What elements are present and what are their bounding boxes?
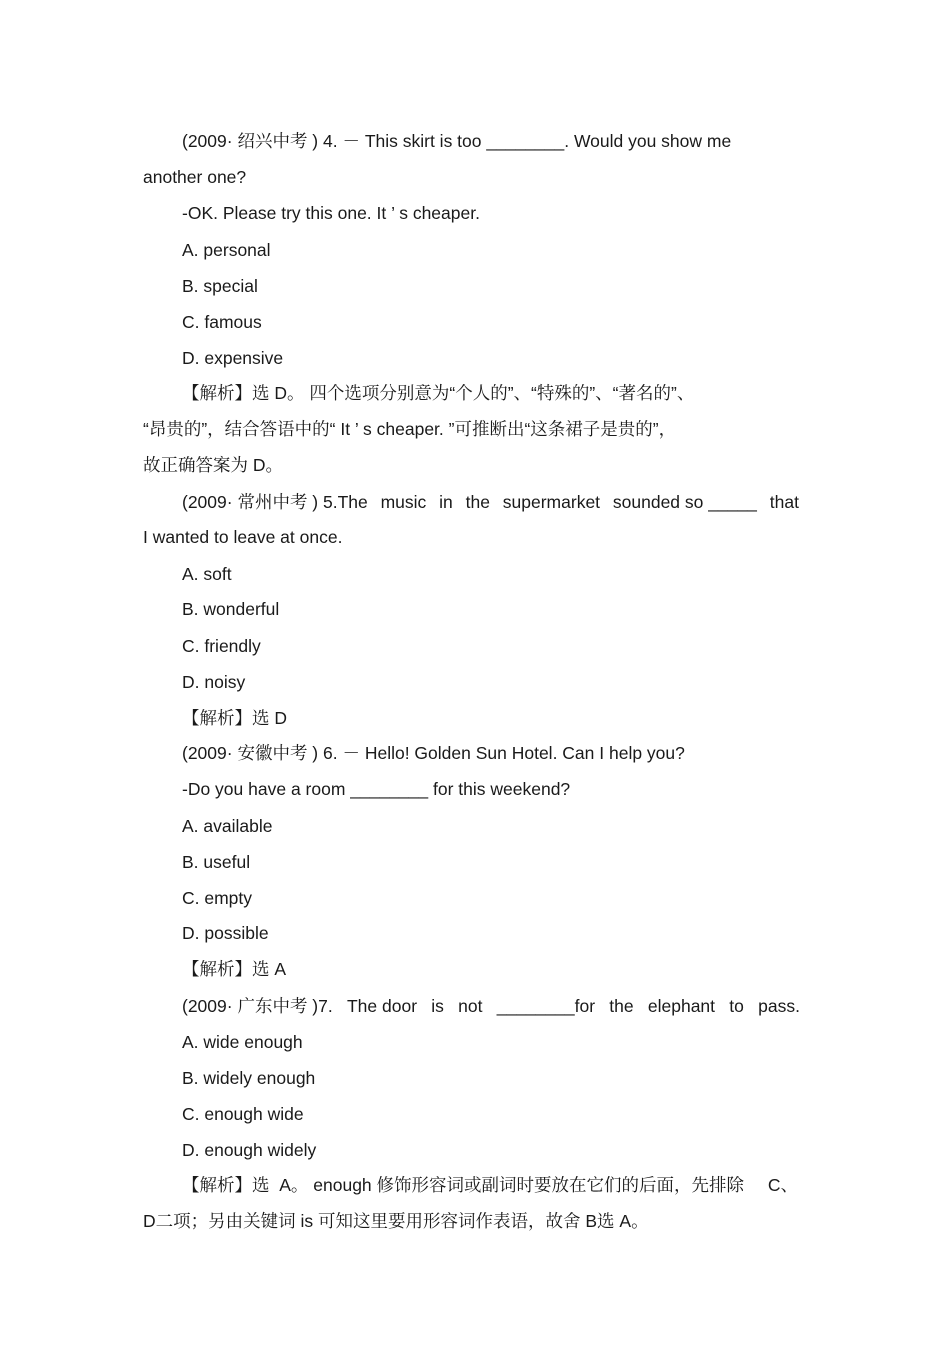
question-7-analysis-line-2: D二项；另由关键词 is 可知这里要用形容词作表语，故舍 B选 A。 [143, 1211, 649, 1231]
question-5-header-part: sounded so _____ [612, 492, 757, 512]
question-4-option-c: C. famous [182, 312, 262, 332]
question-4-header-cont: another one? [143, 167, 247, 187]
question-5-header-cont: I wanted to leave at once. [143, 527, 343, 547]
question-6-option-b: B. useful [182, 852, 251, 872]
question-7-header-part: (2009· 广东中考 )7. [182, 996, 333, 1016]
question-4-dialog: -OK. Please try this one. It ’ s cheaper. [182, 203, 480, 223]
question-6-option-c: C. empty [182, 888, 253, 908]
question-7-analysis-part: 【解析】选 A。 enough 修饰形容词或副词时要放在它们的后面，先排除 [182, 1175, 745, 1195]
question-7-header [182, 995, 800, 1017]
question-5-header-part: in [439, 492, 453, 512]
question-7-header-part: the [609, 996, 634, 1016]
question-7-option-d: D. enough widely [182, 1140, 317, 1160]
question-5-analysis: 【解析】选 D [182, 708, 287, 728]
question-4-header: (2009· 绍兴中考 ) 4. － This skirt is too ________. Would you show me [182, 131, 732, 151]
question-5-option-d: D. noisy [182, 672, 246, 692]
question-5-option-b: B. wonderful [182, 599, 280, 619]
question-6-header: (2009· 安徽中考 ) 6. － Hello! Golden Sun Hotel. Can I help you? [182, 743, 685, 763]
question-5-header-part: the [465, 492, 490, 512]
question-5-header-part: supermarket [502, 492, 601, 512]
question-4-option-a: A. personal [182, 240, 271, 260]
question-7-header-part: is [431, 996, 444, 1016]
question-7-analysis-line-1 [182, 1174, 798, 1196]
question-7-header-part: pass. [758, 996, 800, 1016]
question-4-analysis-line-1: 【解析】选 D。 四个选项分别意为“个人的”、“特殊的”、“著名的”、 [182, 383, 695, 403]
question-5-option-c: C. friendly [182, 636, 261, 656]
question-5-header-part: that [769, 492, 799, 512]
question-5-option-a: A. soft [182, 564, 232, 584]
question-4-analysis-line-3: 故正确答案为 D。 [143, 455, 283, 475]
question-5-header-part: (2009· 常州中考 ) 5.The [182, 492, 368, 512]
question-6-option-d: D. possible [182, 923, 269, 943]
question-7-header-part: ________for [496, 996, 596, 1016]
question-4-option-b: B. special [182, 276, 258, 296]
question-7-analysis-part: C、 [767, 1175, 798, 1195]
question-7-option-b: B. widely enough [182, 1068, 316, 1088]
question-7-option-c: C. enough wide [182, 1104, 304, 1124]
question-4-option-d: D. expensive [182, 348, 284, 368]
question-6-option-a: A. available [182, 816, 273, 836]
question-7-header-part: to [729, 996, 744, 1016]
question-4-analysis-line-2: “昂贵的”，结合答语中的“ It ’ s cheaper. ”可推断出“这条裙子是贵的”， [143, 419, 677, 439]
question-7-option-a: A. wide enough [182, 1032, 303, 1052]
question-6-analysis: 【解析】选 A [182, 959, 287, 979]
question-5-header-part: music [380, 492, 427, 512]
question-6-dialog: -Do you have a room ________ for this weekend? [182, 779, 571, 799]
question-7-header-part: The door [346, 996, 418, 1016]
question-7-header-part: elephant [647, 996, 716, 1016]
question-5-header [182, 491, 799, 513]
question-7-header-part: not [458, 996, 483, 1016]
